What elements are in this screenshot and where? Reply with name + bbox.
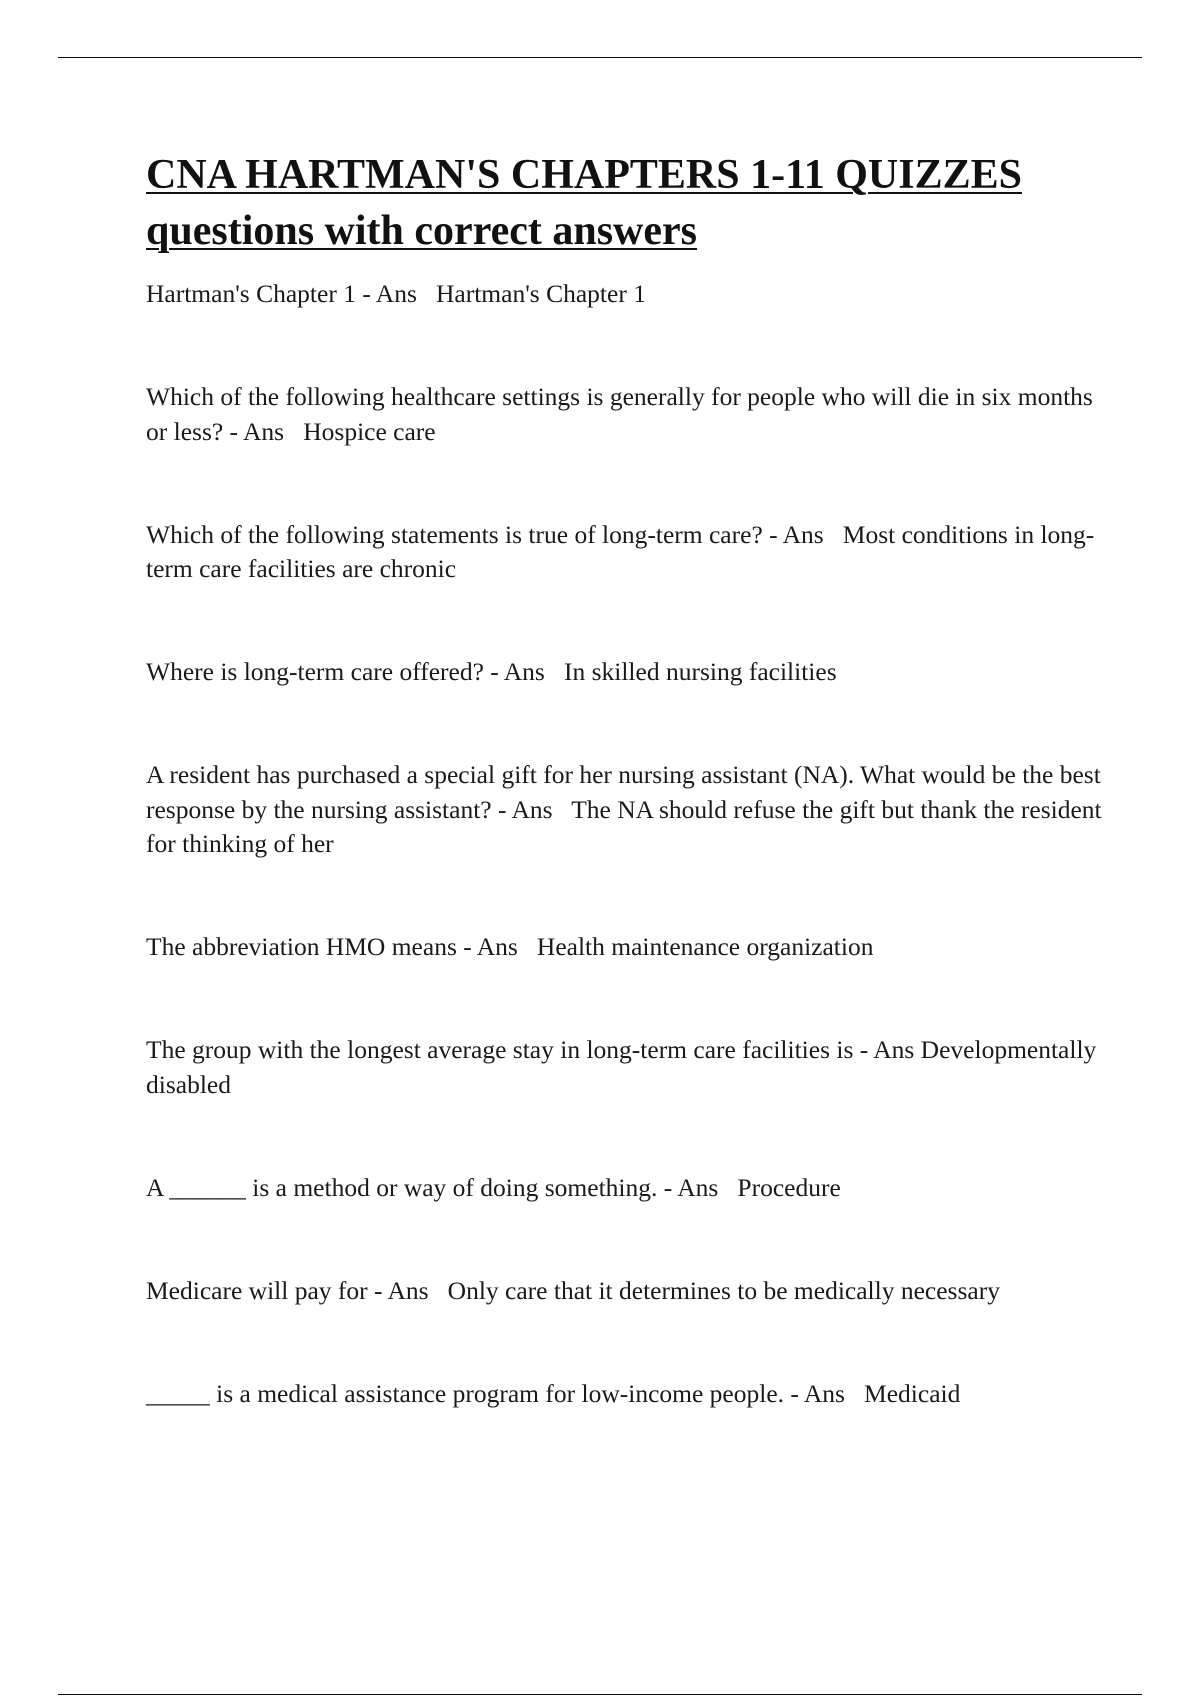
qa-item: The abbreviation HMO means - Ans Health maintenance organization <box>146 932 874 961</box>
qa-item: Where is long-term care offered? - Ans In skilled nursing facilities <box>146 657 837 686</box>
qa-item: Hartman's Chapter 1 - Ans Hartman's Chapter 1 <box>146 279 646 308</box>
qa-item: Medicare will pay for - Ans Only care that it determines to be medically necessary <box>146 1275 1000 1305</box>
qa-item: A resident has purchased a special gift for her nursing assistant (NA). What would be the best response by the nursing assistant? - Ans The NA should refuse the gift but thank the resident for thinking of her <box>146 760 1108 858</box>
qa-item: A ______ is a method or way of doing something. - Ans Procedure <box>146 1172 841 1202</box>
qa-item: Which of the following healthcare settings is generally for people who will die in six months or less? - Ans Hospice care <box>146 382 1100 446</box>
document-body <box>146 147 1106 1411</box>
bottom-rule <box>58 1694 1142 1695</box>
qa-item: The group with the longest average stay in long-term care facilities is - Ans Developmentally disabled <box>146 1035 1103 1099</box>
document-title: CNA HARTMAN'S CHAPTERS 1-11 QUIZZES questions with correct answers <box>146 152 1022 254</box>
qa-item: _____ is a medical assistance program for low-income people. - Ans Medicaid <box>146 1378 961 1408</box>
top-rule <box>58 57 1142 58</box>
qa-item: Which of the following statements is true of long-term care? - Ans Most conditions in long-term care facilities are chronic <box>146 519 1095 583</box>
